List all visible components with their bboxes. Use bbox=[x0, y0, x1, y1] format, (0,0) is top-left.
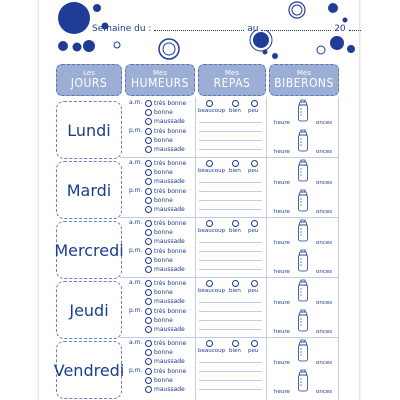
mood-label: bonne bbox=[154, 257, 173, 264]
meal-write-line[interactable] bbox=[199, 200, 262, 201]
bottle-icon bbox=[296, 339, 310, 363]
meal-label: beaucoup bbox=[198, 228, 226, 234]
bottle-time-label: heure bbox=[274, 300, 290, 306]
row-separator bbox=[120, 277, 338, 278]
mood-option[interactable] bbox=[145, 220, 186, 227]
mood-label: maussade bbox=[154, 238, 185, 245]
year-field[interactable] bbox=[349, 22, 361, 31]
bottle-icon bbox=[296, 249, 310, 273]
meal-write-line[interactable] bbox=[199, 311, 262, 312]
meal-write-line[interactable] bbox=[199, 329, 262, 330]
radio-circle[interactable] bbox=[145, 238, 152, 245]
meal-label: bien bbox=[229, 228, 241, 234]
period-label: a.m. bbox=[129, 279, 143, 286]
meal-label: beaucoup bbox=[198, 288, 226, 294]
mood-option[interactable] bbox=[145, 248, 186, 255]
radio-circle[interactable] bbox=[145, 298, 152, 305]
radio-circle[interactable] bbox=[145, 220, 152, 227]
meal-write-line[interactable] bbox=[199, 362, 262, 363]
meal-write-line[interactable] bbox=[199, 182, 262, 183]
radio-circle[interactable] bbox=[145, 340, 152, 347]
mood-option[interactable] bbox=[145, 160, 186, 167]
radio-circle[interactable] bbox=[145, 377, 152, 384]
mood-label: très bonne bbox=[154, 128, 187, 135]
radio-circle[interactable] bbox=[145, 289, 152, 296]
mood-option[interactable] bbox=[145, 137, 173, 144]
meal-write-line[interactable] bbox=[199, 209, 262, 210]
radio-circle[interactable] bbox=[145, 368, 152, 375]
meal-radio[interactable] bbox=[251, 340, 258, 347]
deco-circle bbox=[263, 50, 268, 55]
deco-circle bbox=[328, 3, 338, 13]
radio-circle[interactable] bbox=[145, 206, 152, 213]
radio-circle[interactable] bbox=[145, 188, 152, 195]
bottle-time-label: heure bbox=[274, 209, 290, 215]
column-header-small: Mes bbox=[153, 69, 167, 77]
mood-option[interactable] bbox=[145, 146, 185, 153]
mood-label: maussade bbox=[154, 206, 185, 213]
meal-write-line[interactable] bbox=[199, 131, 262, 132]
grid-divider bbox=[338, 97, 339, 400]
meal-write-line[interactable] bbox=[199, 260, 262, 261]
bottle-icon bbox=[296, 99, 310, 123]
row-separator bbox=[120, 217, 338, 218]
mood-label: maussade bbox=[154, 298, 185, 305]
meal-label: peu bbox=[248, 288, 259, 294]
week-start-field[interactable] bbox=[154, 22, 244, 31]
radio-circle[interactable] bbox=[145, 386, 152, 393]
meal-label: beaucoup bbox=[198, 348, 226, 354]
deco-circle bbox=[93, 4, 101, 12]
radio-circle[interactable] bbox=[145, 248, 152, 255]
column-header-meals bbox=[198, 64, 266, 96]
bottle-amount-label: onces bbox=[316, 360, 333, 366]
mood-label: bonne bbox=[154, 137, 173, 144]
period-label: a.m. bbox=[129, 159, 143, 166]
mood-label: très bonne bbox=[154, 188, 187, 195]
mood-option[interactable] bbox=[145, 238, 185, 245]
radio-circle[interactable] bbox=[145, 257, 152, 264]
mood-label: bonne bbox=[154, 229, 173, 236]
bottle-icon bbox=[296, 309, 310, 333]
deco-circle bbox=[292, 5, 302, 15]
deco-circle bbox=[159, 39, 179, 59]
mood-option[interactable] bbox=[145, 289, 173, 296]
radio-circle[interactable] bbox=[145, 137, 152, 144]
meal-label: bien bbox=[229, 288, 241, 294]
mood-label: très bonne bbox=[154, 308, 187, 315]
mood-label: maussade bbox=[154, 146, 185, 153]
meal-radio[interactable] bbox=[251, 160, 258, 167]
mood-label: très bonne bbox=[154, 368, 187, 375]
meal-radio[interactable] bbox=[232, 160, 239, 167]
mood-label: bonne bbox=[154, 169, 173, 176]
day-box-mardi: Mardi bbox=[56, 161, 122, 219]
column-header-big: REPAS bbox=[213, 76, 251, 90]
au-label: au bbox=[247, 24, 259, 34]
bottle-time-label: heure bbox=[274, 180, 290, 186]
mood-option[interactable] bbox=[145, 206, 185, 213]
period-label: p.m. bbox=[129, 127, 143, 134]
radio-circle[interactable] bbox=[145, 317, 152, 324]
mood-option[interactable] bbox=[145, 349, 173, 356]
mood-label: maussade bbox=[154, 386, 185, 393]
meal-radio[interactable] bbox=[206, 100, 213, 107]
mood-option[interactable] bbox=[145, 340, 186, 347]
mood-option[interactable] bbox=[145, 326, 185, 333]
period-label: a.m. bbox=[129, 219, 143, 226]
mood-label: très bonne bbox=[154, 160, 187, 167]
column-header-big: HUMEURS bbox=[131, 76, 189, 90]
deco-circle bbox=[58, 2, 90, 34]
meal-label: bien bbox=[229, 168, 241, 174]
mood-option[interactable] bbox=[145, 280, 186, 287]
meal-write-line[interactable] bbox=[199, 191, 262, 192]
bottle-time-label: heure bbox=[274, 269, 290, 275]
period-label: p.m. bbox=[129, 367, 143, 374]
deco-circle bbox=[330, 36, 344, 50]
meal-write-line[interactable] bbox=[199, 122, 262, 123]
mood-label: maussade bbox=[154, 178, 185, 185]
column-header-small: Les bbox=[83, 69, 95, 77]
radio-circle[interactable] bbox=[145, 308, 152, 315]
bottle-time-label: heure bbox=[274, 149, 290, 155]
radio-circle[interactable] bbox=[145, 280, 152, 287]
row-separator bbox=[120, 337, 338, 338]
radio-circle[interactable] bbox=[145, 169, 152, 176]
meal-write-line[interactable] bbox=[199, 269, 262, 270]
radio-circle[interactable] bbox=[145, 266, 152, 273]
mood-option[interactable] bbox=[145, 358, 185, 365]
deco-circle bbox=[347, 45, 355, 53]
mood-label: très bonne bbox=[154, 100, 187, 107]
mood-label: maussade bbox=[154, 118, 185, 125]
meal-radio[interactable] bbox=[206, 160, 213, 167]
meal-label: bien bbox=[229, 108, 241, 114]
meal-write-line[interactable] bbox=[199, 371, 262, 372]
mood-label: maussade bbox=[154, 266, 185, 273]
deco-circle bbox=[83, 40, 95, 52]
mood-option[interactable] bbox=[145, 257, 173, 264]
bottle-icon bbox=[296, 129, 310, 153]
period-label: p.m. bbox=[129, 247, 143, 254]
mood-label: très bonne bbox=[154, 280, 187, 287]
week-end-field[interactable] bbox=[261, 22, 331, 31]
mood-option[interactable] bbox=[145, 229, 173, 236]
bottle-icon bbox=[296, 369, 310, 393]
bottle-amount-label: onces bbox=[316, 269, 333, 275]
period-label: p.m. bbox=[129, 187, 143, 194]
bottle-amount-label: onces bbox=[316, 180, 333, 186]
bottle-amount-label: onces bbox=[316, 120, 333, 126]
mood-option[interactable] bbox=[145, 188, 186, 195]
radio-circle[interactable] bbox=[145, 128, 152, 135]
bottle-time-label: heure bbox=[274, 329, 290, 335]
bottle-icon bbox=[296, 159, 310, 183]
meal-radio[interactable] bbox=[232, 340, 239, 347]
meal-label: peu bbox=[248, 168, 259, 174]
column-header-big: BIBERONS bbox=[274, 76, 334, 90]
day-box-jeudi: Jeudi bbox=[56, 281, 122, 339]
meal-write-line[interactable] bbox=[199, 149, 262, 150]
radio-circle[interactable] bbox=[145, 146, 152, 153]
meal-radio[interactable] bbox=[232, 100, 239, 107]
column-header-small: Mes bbox=[297, 69, 311, 77]
mood-label: très bonne bbox=[154, 248, 187, 255]
mood-label: très bonne bbox=[154, 340, 187, 347]
bottle-icon bbox=[296, 189, 310, 213]
radio-circle[interactable] bbox=[145, 326, 152, 333]
week-header bbox=[92, 22, 361, 34]
radio-circle[interactable] bbox=[145, 178, 152, 185]
deco-circle bbox=[114, 42, 120, 48]
meal-radio[interactable] bbox=[251, 100, 258, 107]
mood-label: bonne bbox=[154, 317, 173, 324]
bottle-amount-label: onces bbox=[316, 240, 333, 246]
grid-divider bbox=[266, 97, 267, 400]
radio-circle[interactable] bbox=[145, 100, 152, 107]
bottle-amount-label: onces bbox=[316, 149, 333, 155]
week-label: Semaine du : bbox=[92, 24, 152, 34]
deco-circle bbox=[289, 2, 305, 18]
deco-circle bbox=[73, 43, 82, 52]
meal-write-line[interactable] bbox=[199, 320, 262, 321]
mood-option[interactable] bbox=[145, 368, 186, 375]
meal-radio[interactable] bbox=[232, 280, 239, 287]
mood-option[interactable] bbox=[145, 118, 185, 125]
mood-label: bonne bbox=[154, 197, 173, 204]
day-box-vendredi: Vendredi bbox=[56, 341, 122, 399]
mood-option[interactable] bbox=[145, 317, 173, 324]
bottle-time-label: heure bbox=[274, 240, 290, 246]
day-box-mercredi: Mercredi bbox=[56, 221, 122, 279]
mood-option[interactable] bbox=[145, 128, 186, 135]
radio-circle[interactable] bbox=[145, 229, 152, 236]
mood-label: bonne bbox=[154, 109, 173, 116]
column-header-small: Mes bbox=[225, 69, 239, 77]
meal-radio[interactable] bbox=[206, 220, 213, 227]
mood-option[interactable] bbox=[145, 377, 173, 384]
mood-option[interactable] bbox=[145, 298, 185, 305]
column-header-bottles bbox=[269, 64, 339, 96]
period-label: a.m. bbox=[129, 99, 143, 106]
radio-circle[interactable] bbox=[145, 118, 152, 125]
deco-circle bbox=[317, 46, 325, 54]
mood-option[interactable] bbox=[145, 308, 186, 315]
mood-option[interactable] bbox=[145, 386, 185, 393]
meal-write-line[interactable] bbox=[199, 242, 262, 243]
bottle-amount-label: onces bbox=[316, 300, 333, 306]
year-prefix: 20 bbox=[334, 24, 346, 34]
row-separator bbox=[120, 157, 338, 158]
meal-write-line[interactable] bbox=[199, 302, 262, 303]
column-header-moods bbox=[125, 64, 195, 96]
mood-label: bonne bbox=[154, 377, 173, 384]
mood-label: bonne bbox=[154, 349, 173, 356]
mood-option[interactable] bbox=[145, 178, 185, 185]
meal-label: beaucoup bbox=[198, 168, 226, 174]
period-label: a.m. bbox=[129, 339, 143, 346]
bottle-amount-label: onces bbox=[316, 209, 333, 215]
column-header-days bbox=[56, 64, 122, 96]
meal-write-line[interactable] bbox=[199, 389, 262, 390]
bottle-icon bbox=[296, 279, 310, 303]
radio-circle[interactable] bbox=[145, 349, 152, 356]
day-box-lundi: Lundi bbox=[56, 101, 122, 159]
radio-circle[interactable] bbox=[145, 160, 152, 167]
grid-divider bbox=[195, 97, 196, 400]
bottle-icon bbox=[296, 219, 310, 243]
radio-circle[interactable] bbox=[145, 358, 152, 365]
bottle-time-label: heure bbox=[274, 120, 290, 126]
meal-label: peu bbox=[248, 228, 259, 234]
mood-label: maussade bbox=[154, 326, 185, 333]
bottle-time-label: heure bbox=[274, 360, 290, 366]
deco-circle bbox=[163, 43, 175, 55]
mood-label: maussade bbox=[154, 358, 185, 365]
meal-radio[interactable] bbox=[251, 220, 258, 227]
radio-circle[interactable] bbox=[145, 197, 152, 204]
meal-label: peu bbox=[248, 108, 259, 114]
mood-label: bonne bbox=[154, 289, 173, 296]
meal-write-line[interactable] bbox=[199, 140, 262, 141]
meal-label: bien bbox=[229, 348, 241, 354]
mood-option[interactable] bbox=[145, 266, 185, 273]
meal-radio[interactable] bbox=[206, 340, 213, 347]
column-header-big: JOURS bbox=[70, 76, 108, 90]
bottle-amount-label: onces bbox=[316, 389, 333, 395]
mood-option[interactable] bbox=[145, 197, 173, 204]
mood-option[interactable] bbox=[145, 109, 173, 116]
deco-circle bbox=[58, 41, 68, 51]
meal-radio[interactable] bbox=[232, 220, 239, 227]
radio-circle[interactable] bbox=[145, 109, 152, 116]
bottle-amount-label: onces bbox=[316, 329, 333, 335]
meal-label: beaucoup bbox=[198, 108, 226, 114]
meal-radio[interactable] bbox=[206, 280, 213, 287]
meal-write-line[interactable] bbox=[199, 380, 262, 381]
meal-write-line[interactable] bbox=[199, 251, 262, 252]
meal-label: peu bbox=[248, 348, 259, 354]
mood-option[interactable] bbox=[145, 169, 173, 176]
mood-option[interactable] bbox=[145, 100, 186, 107]
period-label: p.m. bbox=[129, 307, 143, 314]
meal-radio[interactable] bbox=[251, 280, 258, 287]
mood-label: très bonne bbox=[154, 220, 187, 227]
bottle-time-label: heure bbox=[274, 389, 290, 395]
